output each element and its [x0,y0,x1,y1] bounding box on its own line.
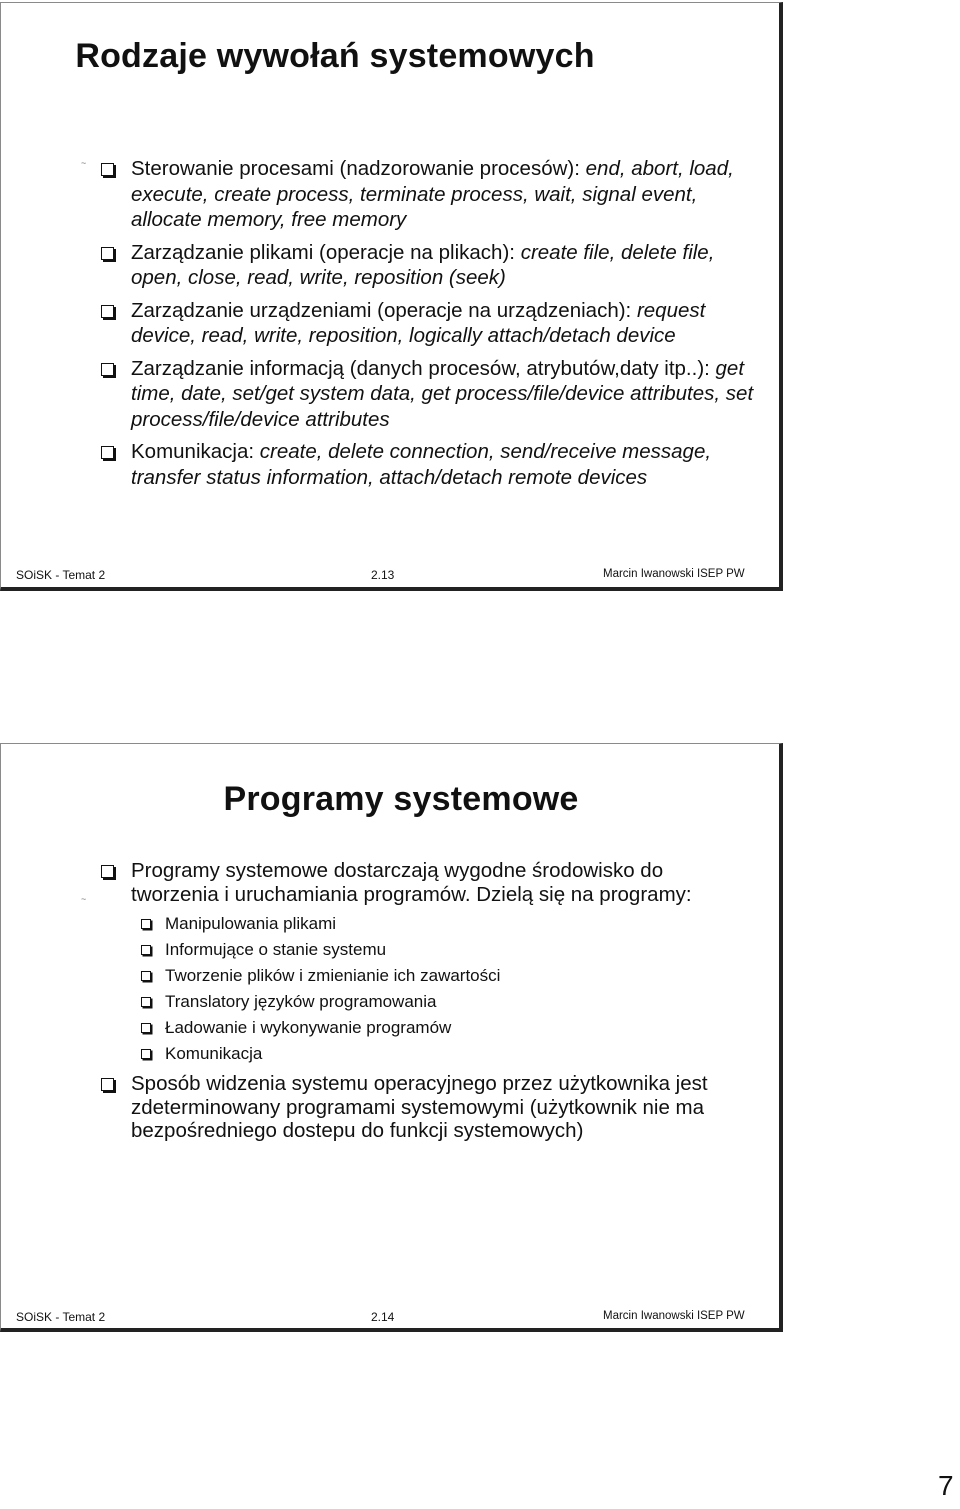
list-item [97,439,767,490]
checkbox-bullet-icon [141,971,151,981]
slide-mark: ~ [81,894,87,904]
bullet-list [97,859,737,1149]
footer-course: SOiSK - Temat 2 [16,1310,106,1324]
sub-list-item [131,1018,737,1038]
slide-mark: ~ [81,158,87,168]
sub-item-text: Translatory języków programowania [165,992,437,1011]
checkbox-bullet-icon [101,865,114,878]
checkbox-bullet-icon [101,363,114,376]
footer-course: SOiSK - Temat 2 [16,568,106,582]
checkbox-bullet-icon [101,163,114,176]
bullet-italic-text: create file, delete file, open, close, read, write, reposition (seek) [131,240,715,289]
bullet-italic-text: get time, date, set/get system data, get process/file/device attributes, set process/file/device attributes [131,356,754,431]
bullet-text: Zarządzanie urządzeniami (operacje na urządzeniach): [131,298,637,322]
bullet-text: Komunikacja: [131,440,260,463]
slide-2-14 [0,743,783,1332]
checkbox-bullet-icon [141,945,151,955]
sub-list-item [131,914,737,934]
sub-item-text: Tworzenie plików i zmienianie ich zawartości [165,966,501,985]
bullet-text: Zarządzanie informacją (danych procesów, atrybutów,daty itp..): [131,356,716,380]
sub-list-item [131,966,737,986]
list-item [97,1072,737,1143]
list-item [97,859,737,1064]
sub-item-text: Manipulowania plikami [165,914,337,933]
list-item [97,298,767,349]
checkbox-bullet-icon [141,1023,151,1033]
bullet-italic-text: end, abort, load, execute, create process, terminate process, wait, signal event, allocate memory, free memory [131,157,734,231]
slide-title: Programy systemowe [223,780,579,818]
bullet-list [97,156,767,497]
checkbox-bullet-icon [101,446,114,459]
checkbox-bullet-icon [141,1049,151,1059]
checkbox-bullet-icon [141,919,151,929]
list-item [97,156,767,233]
slide-title: Rodzaje wywołań systemowych [75,37,595,75]
bullet-text: Sterowanie procesami (nadzorowanie procesów): [131,157,586,180]
sub-list-item [131,1044,737,1064]
checkbox-bullet-icon [101,305,114,318]
checkbox-bullet-icon [141,997,151,1007]
bullet-italic-text: create, delete connection, send/receive message, transfer status information, attach/detach remote devices [131,440,712,489]
checkbox-bullet-icon [101,1078,114,1091]
footer-author: Marcin Iwanowski ISEP PW [603,1310,745,1322]
sub-list [131,914,737,1064]
sub-item-text: Informujące o stanie systemu [165,940,387,959]
bullet-italic-text: request device, read, write, reposition, logically attach/detach device [131,298,706,347]
footer-author: Marcin Iwanowski ISEP PW [603,568,745,580]
bullet-text: Sposób widzenia systemu operacyjnego przez użytkownika jest zdeterminowany programami systemowymi (użytkownik nie ma bezpośredniego dostepu do funkcji systemowych) [131,1072,708,1142]
sub-list-item [131,940,737,960]
page-number: 7 [938,1470,954,1501]
footer-slide-number: 2.13 [371,568,395,582]
sub-list-item [131,992,737,1012]
list-item [97,356,767,433]
checkbox-bullet-icon [101,247,114,260]
sub-item-text: Komunikacja [165,1044,263,1063]
list-item [97,240,767,291]
slide-2-13 [0,2,783,591]
sub-item-text: Ładowanie i wykonywanie programów [165,1018,452,1037]
footer-slide-number: 2.14 [371,1310,395,1324]
bullet-text: Zarządzanie plikami (operacje na plikach): [131,240,521,264]
bullet-text: Programy systemowe dostarczają wygodne środowisko do tworzenia i uruchamiania programów. Dzielą się na programy: [131,859,692,906]
